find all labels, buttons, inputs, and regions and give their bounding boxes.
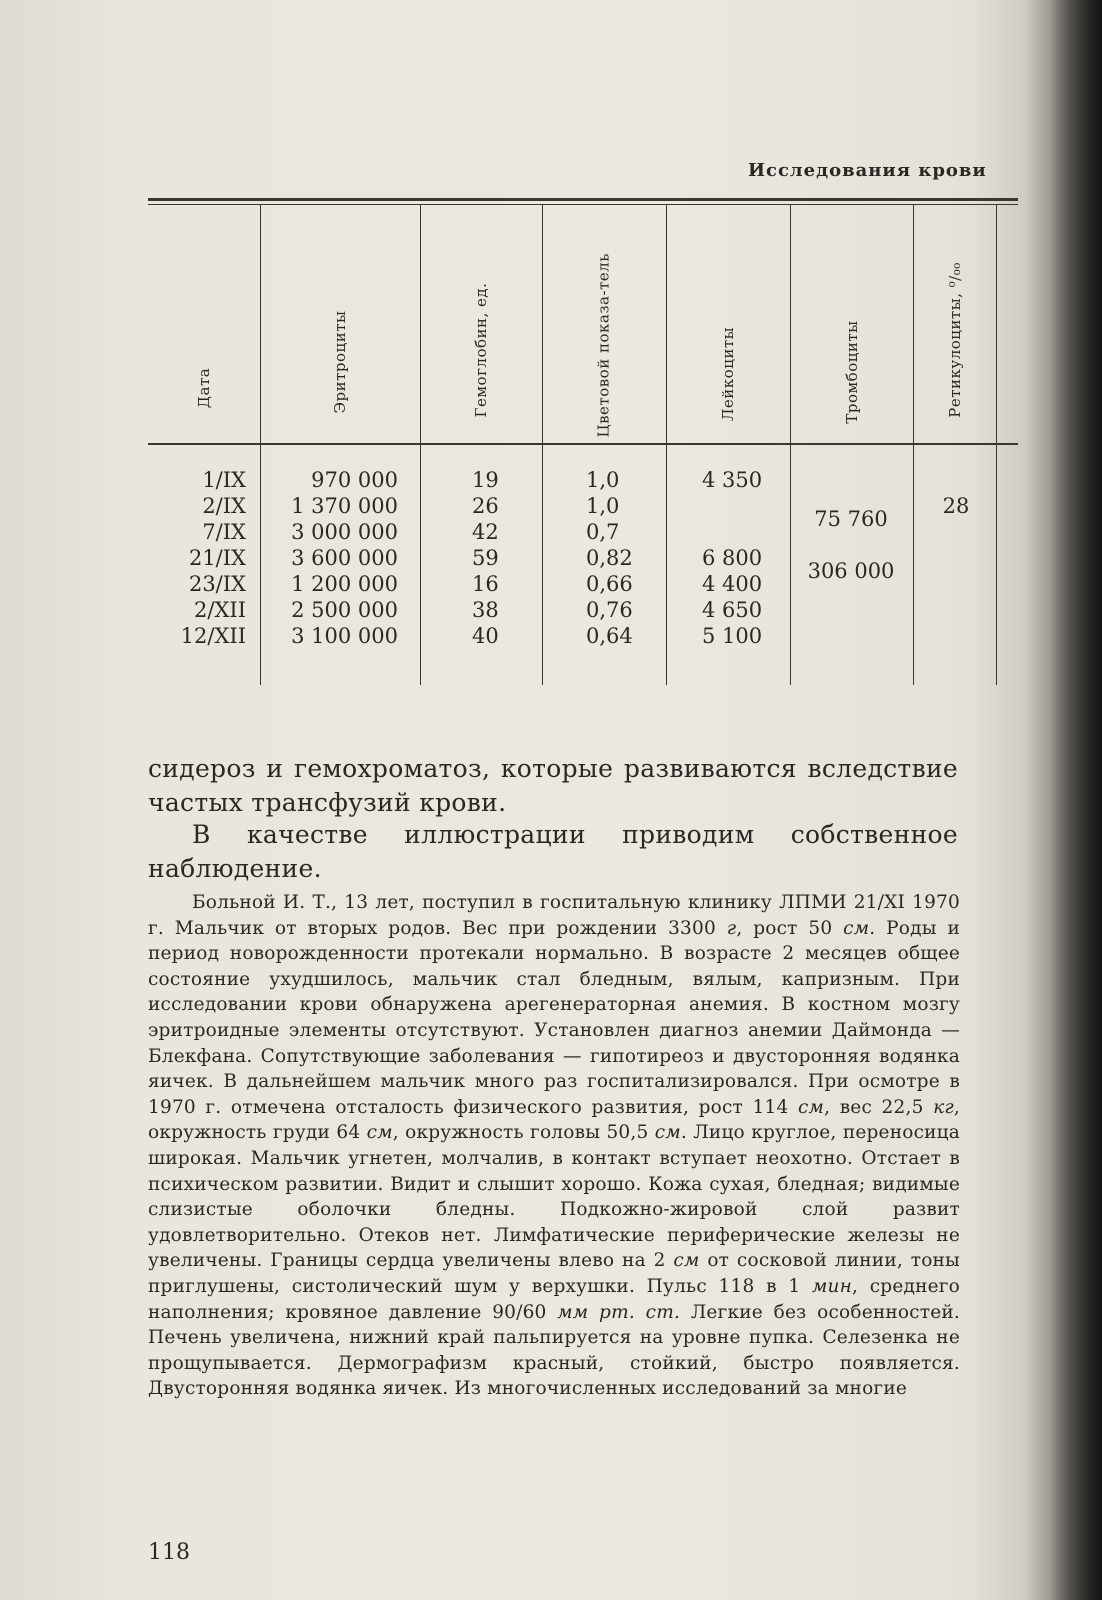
header-cell-erythrocytes <box>262 205 418 441</box>
table-cell <box>702 519 782 545</box>
table-cell <box>796 480 906 506</box>
case-text: , рост 50 <box>736 917 844 939</box>
column-divider <box>420 205 421 685</box>
case-text: , окружность головы 50,5 <box>392 1122 655 1144</box>
unit-text: см <box>673 1250 700 1272</box>
table-caption: Исследования крови <box>748 160 987 181</box>
table-header-rule <box>148 443 1018 445</box>
page-number: 118 <box>148 1540 190 1565</box>
header-cell-hemoglobin <box>422 205 540 441</box>
table-cell: 38 <box>472 598 499 622</box>
case-text: . Лицо круглое, переносица широкая. Мальчик угнетен, молчалив, в контакт вступает неохотно. Отстает в психическом развитии. Видит и слышит хорошо. Кожа сухая, бледная; видимые слизистые оболочки бледны. Подкожно-жировой слой развит удовлетворительно. Отеков нет. Лимфатические периферические железы не увеличены. Границы сердца увеличены влево на 2 <box>148 1122 960 1272</box>
table-cell: 4 350 <box>702 468 763 492</box>
table-cell: 75 760 <box>814 507 888 531</box>
table-cell: 970 000 <box>311 468 398 492</box>
table-cell: 4 400 <box>702 572 763 596</box>
column-divider <box>913 205 914 685</box>
header-leukocytes: Лейкоциты <box>719 326 737 422</box>
unit-text: г <box>726 917 737 939</box>
case-text: . Роды и период новорожденности протекали нормально. В возрасте 2 месяцев общее состояние ухудшилось, мальчик стал бледным, вялым, капризным. При исследовании крови обнаружена арегенераторная анемия. В костном мозгу эритроидные элементы отсутствуют. Установлен диагноз анемии Даймонда — Блекфана. Сопутствующие заболевания — гипотиреоз и двусторонняя водянка яичек. В дальнейшем мальчик много раз госпитализировался. При осмотре в 1970 г. отмечена отсталость физического развития, рост 114 <box>148 917 960 1118</box>
case-text: , окружность груди 64 <box>148 1096 960 1144</box>
case-text: , вес 22,5 <box>824 1096 934 1118</box>
header-color-index: Цветовой показа-тель <box>594 253 613 438</box>
table-cell: 2/IX <box>202 494 246 518</box>
unit-text: кг <box>933 1096 954 1118</box>
table-cell: 4 650 <box>702 598 763 622</box>
table-cell: 0,64 <box>586 624 633 648</box>
table-cell: 0,76 <box>586 598 633 622</box>
table-cell: 1/IX <box>202 468 246 492</box>
header-erythrocytes: Эритроциты <box>331 310 349 414</box>
table-cell: 1,0 <box>586 494 620 518</box>
table-cell: 23/IX <box>188 572 246 596</box>
case-text: Легкие без особенностей. Печень увеличена, нижний край пальпируется на уровне пупка. Селезенка не прощупывается. Дермографизм красный, стойкий, быстро появляется. Двусторонняя водянка яичек. Из многочисленных исследований за многие <box>148 1301 961 1400</box>
column-divider <box>666 205 667 685</box>
table-cell: 1 200 000 <box>291 572 398 596</box>
column-platelets <box>796 480 906 584</box>
header-cell-color-index <box>544 205 664 441</box>
table-cell: 12/XII <box>180 624 246 648</box>
unit-text: см <box>843 917 870 939</box>
header-platelets: Тромбоциты <box>842 320 861 424</box>
table-top-rule <box>148 198 1018 201</box>
header-cell-leukocytes <box>668 205 788 441</box>
table-cell: 3 100 000 <box>291 624 398 648</box>
header-cell-reticulocytes <box>915 205 995 441</box>
unit-text: мм рт. ст. <box>557 1301 681 1323</box>
table-cell: 40 <box>472 624 499 648</box>
column-color-index <box>586 467 656 649</box>
table-cell: 3 000 000 <box>291 520 398 544</box>
column-erythrocytes <box>262 467 398 649</box>
column-divider <box>996 205 997 685</box>
header-reticulocytes: Ретикулоциты, ⁰/₀₀ <box>946 262 964 418</box>
table-cell: 0,7 <box>586 520 620 544</box>
column-hemoglobin <box>472 467 532 649</box>
column-divider <box>542 205 543 685</box>
header-cell-platelets <box>792 205 911 441</box>
table-cell: 21/IX <box>188 546 246 570</box>
table-cell <box>796 532 906 558</box>
case-text: Больной И. Т., 13 лет, поступил в госпитальную клинику ЛПМИ 21/XI 1970 г. Мальчик от вторых родов. Вес при рождении 3300 <box>148 892 960 939</box>
table-cell: 0,82 <box>586 546 633 570</box>
header-hemoglobin: Гемоглобин, ед. <box>472 282 490 418</box>
column-divider <box>790 205 791 685</box>
table-cell: 7/IX <box>202 520 246 544</box>
table-cell: 3 600 000 <box>291 546 398 570</box>
table-cell: 1 370 000 <box>291 494 398 518</box>
header-cell-date <box>150 205 258 441</box>
table-cell: 6 800 <box>702 546 763 570</box>
table-cell: 26 <box>472 494 499 518</box>
column-leukocytes <box>702 467 782 649</box>
case-description <box>148 890 960 1402</box>
column-date <box>150 467 246 649</box>
table-cell: 2 500 000 <box>291 598 398 622</box>
paragraph-continuation: сидероз и гемохроматоз, которые развиваются вследствие частых трансфузий крови. <box>148 754 958 817</box>
unit-text: см <box>654 1122 681 1144</box>
table-cell: 306 000 <box>807 559 895 583</box>
table-cell: 5 100 <box>702 624 763 648</box>
paragraph-intro-case: В качестве иллюстрации приводим собственное наблюдение. <box>148 820 958 883</box>
unit-text: см <box>797 1096 825 1118</box>
book-spine-shadow <box>1050 0 1102 1600</box>
table-cell: 42 <box>472 520 499 544</box>
column-divider <box>260 205 261 685</box>
table-cell: 28 <box>942 494 970 518</box>
table-cell: 0,66 <box>586 572 633 596</box>
unit-text: см <box>366 1122 393 1144</box>
case-text: от сосковой линии, тоны приглушены, систолический шум у верхушки. Пульс 118 в 1 <box>148 1250 960 1297</box>
table-cell: 1,0 <box>586 468 620 492</box>
unit-text: мин <box>811 1275 853 1297</box>
table-cell: 16 <box>472 572 499 596</box>
table-cell: 19 <box>472 468 499 492</box>
column-reticulocytes <box>918 493 994 519</box>
header-date: Дата <box>195 367 213 409</box>
table-cell: 59 <box>472 546 499 570</box>
case-text: , среднего наполнения; кровяное давление 90/60 <box>148 1275 960 1323</box>
table-cell: 2/XII <box>194 598 246 622</box>
table-cell <box>702 493 782 519</box>
